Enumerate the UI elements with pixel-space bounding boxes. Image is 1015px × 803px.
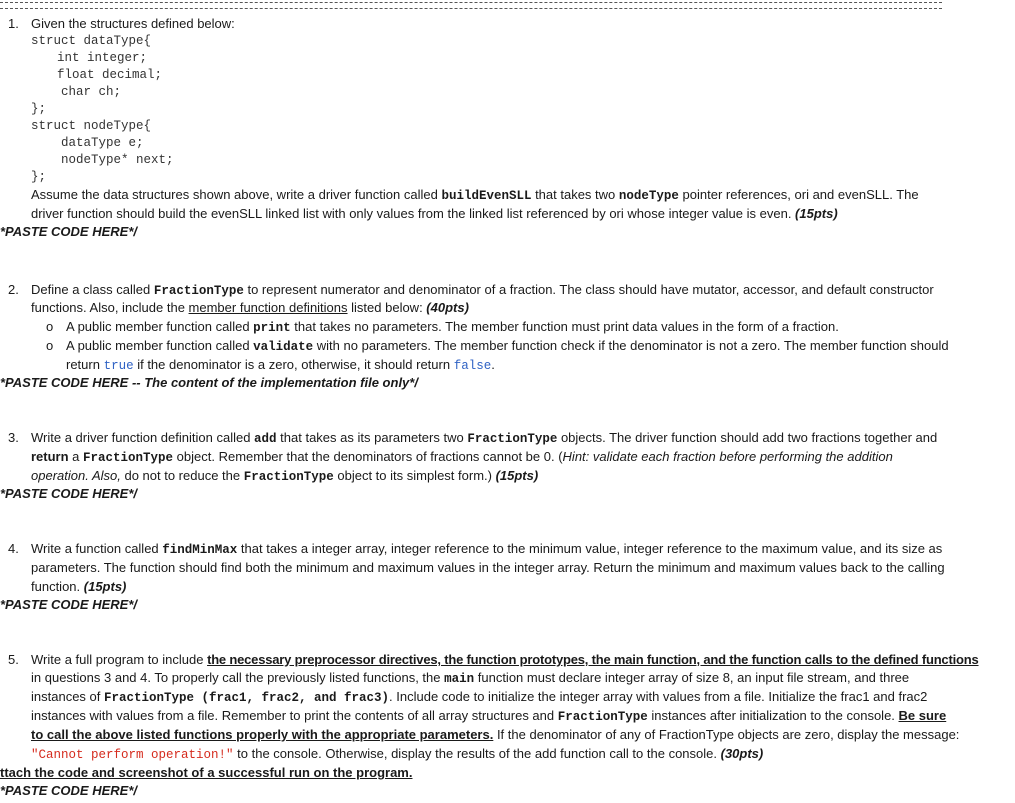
question-text	[31, 282, 934, 299]
class-name: FractionType	[153, 284, 244, 298]
text-run: that takes two	[531, 187, 619, 202]
text-run: instances with values from a file. Remember to print the contents of all array structures and	[31, 708, 558, 723]
question-number: 2.	[8, 282, 19, 297]
class-name: FractionType	[557, 710, 648, 724]
question-number: 5.	[8, 652, 19, 667]
paste-code-placeholder[interactable]: *PASTE CODE HERE*/	[0, 783, 138, 798]
top-divider	[0, 2, 942, 9]
question-text	[31, 541, 942, 558]
code-line: char ch;	[61, 85, 122, 99]
text-run: A public member function called	[66, 319, 254, 334]
question-text	[31, 708, 946, 725]
text-run: driver function should build the evenSLL linked list with only values from the linked list referenced by ori whose integer value is even.	[31, 206, 796, 221]
text-run: function.	[31, 579, 84, 594]
question-text	[31, 206, 838, 222]
type-name: nodeType	[618, 189, 679, 203]
text-run: to represent numerator and denominator of a fraction. The class should have mutator, accessor, and default constructor	[243, 282, 934, 297]
text-run: Write a driver function definition called	[31, 430, 255, 445]
code-line: dataType e;	[61, 136, 144, 150]
points-label: (15pts)	[495, 468, 539, 483]
bullet-marker: o	[46, 319, 54, 334]
code-line: struct dataType{	[31, 34, 152, 48]
function-name: validate	[253, 340, 314, 354]
function-name: print	[253, 321, 291, 335]
class-name: FractionType	[467, 432, 558, 446]
requirement-text: to call the above listed functions properly with the appropriate parameters.	[31, 727, 494, 742]
text-run: instances of	[31, 689, 104, 704]
text-run: Write a function called	[31, 541, 163, 556]
question-text	[31, 670, 909, 687]
paste-code-placeholder[interactable]: *PASTE CODE HERE*/	[0, 486, 138, 501]
class-name: FractionType	[83, 451, 174, 465]
requirement-text: the necessary preprocessor directives, the function prototypes, the main function, and the function calls to the defined functions	[207, 652, 979, 667]
code-line: nodeType* next;	[61, 153, 174, 167]
question-text	[31, 187, 919, 204]
requirement-text: Be sure	[898, 708, 947, 723]
text-run: functions. Also, include the	[31, 300, 189, 315]
text-run: that takes a integer array, integer reference to the minimum value, integer reference to the maximum value, and its size as	[237, 541, 943, 556]
question-number: 4.	[8, 541, 19, 556]
text-run: . Include code to initialize the integer array with values from a file. Initialize the frac1 and frac2	[389, 689, 928, 704]
class-name: FractionType	[243, 470, 334, 484]
text-run: object to its simplest form.)	[333, 468, 496, 483]
code-text: FractionType (frac1, frac2, and frac3)	[104, 691, 390, 705]
question-text	[31, 727, 959, 743]
hint-text: Hint: validate each fraction before performing the addition	[562, 449, 893, 464]
text-run: .	[491, 357, 495, 372]
attach-instruction: ttach the code and screenshot of a successful run on the program.	[0, 765, 413, 780]
bullet-item	[66, 338, 949, 355]
underlined-text: member function definitions	[188, 300, 348, 315]
paste-code-placeholder[interactable]: *PASTE CODE HERE*/	[0, 224, 138, 239]
bullet-item-continued	[66, 357, 495, 374]
function-name: main	[444, 672, 475, 686]
text-run: function must declare integer array of size 8, an input file stream, and three	[474, 670, 910, 685]
text-run: pointer references, ori and evenSLL. The	[678, 187, 919, 202]
text-run: Define a class called	[31, 282, 154, 297]
function-name: findMinMax	[162, 543, 238, 557]
keyword: true	[103, 359, 134, 373]
text-run: object. Remember that the denominators of fractions cannot be 0. (	[173, 449, 563, 464]
text-run: a	[68, 449, 84, 464]
points-label: (30pts)	[720, 746, 764, 761]
text-run: If the denominator of any of FractionType objects are zero, display the message:	[493, 727, 960, 742]
code-line: };	[31, 170, 47, 184]
text-run: to the console. Otherwise, display the results of the add function call to the console.	[233, 746, 721, 761]
question-text	[31, 746, 763, 763]
text-run: return	[66, 357, 104, 372]
code-line: float decimal;	[57, 68, 163, 82]
keyword: false	[453, 359, 492, 373]
string-literal: "Cannot perform operation!"	[31, 748, 234, 762]
points-label: (15pts)	[83, 579, 127, 594]
code-line: };	[31, 102, 47, 116]
question-number: 1.	[8, 16, 19, 31]
text-run: listed below:	[347, 300, 427, 315]
question-text	[31, 449, 893, 466]
bullet-item	[66, 319, 839, 336]
bullet-marker: o	[46, 338, 54, 353]
text-run: instances after initialization to the console.	[647, 708, 899, 723]
text-run: objects. The driver function should add two fractions together and	[557, 430, 938, 445]
question-text	[31, 652, 979, 668]
question-text: parameters. The function should find both the minimum and maximum values in the integer array. Return the minimum and maximum values back to the calling	[31, 560, 945, 575]
paste-code-placeholder[interactable]: *PASTE CODE HERE*/	[0, 597, 138, 612]
question-number: 3.	[8, 430, 19, 445]
question-text	[31, 579, 126, 595]
text-run: Write a full program to include	[31, 652, 208, 667]
question-text	[31, 689, 927, 706]
hint-text: operation. Also,	[31, 468, 121, 483]
paste-code-placeholder[interactable]: *PASTE CODE HERE -- The content of the implementation file only*/	[0, 375, 418, 390]
question-text: Given the structures defined below:	[31, 16, 235, 31]
text-run: A public member function called	[66, 338, 254, 353]
text-run: Assume the data structures shown above, write a driver function called	[31, 187, 442, 202]
bold-text: return	[31, 449, 69, 464]
points-label: (15pts)	[795, 206, 838, 221]
text-run: with no parameters. The member function check if the denominator is not a zero. The member function should	[313, 338, 949, 353]
text-run: do not to reduce the	[120, 468, 244, 483]
question-text	[31, 468, 538, 485]
text-run: if the denominator is a zero, otherwise, it should return	[133, 357, 454, 372]
code-line: int integer;	[57, 51, 148, 65]
function-name: buildEvenSLL	[441, 189, 532, 203]
question-text	[31, 430, 937, 447]
text-run: that takes as its parameters two	[276, 430, 468, 445]
text-run: that takes no parameters. The member function must print data values in the form of a fraction.	[290, 319, 839, 334]
question-text	[31, 300, 469, 316]
text-run: in questions 3 and 4. To properly call the previously listed functions, the	[31, 670, 445, 685]
code-line: struct nodeType{	[31, 119, 152, 133]
function-name: add	[254, 432, 277, 446]
points-label: (40pts)	[426, 300, 469, 315]
